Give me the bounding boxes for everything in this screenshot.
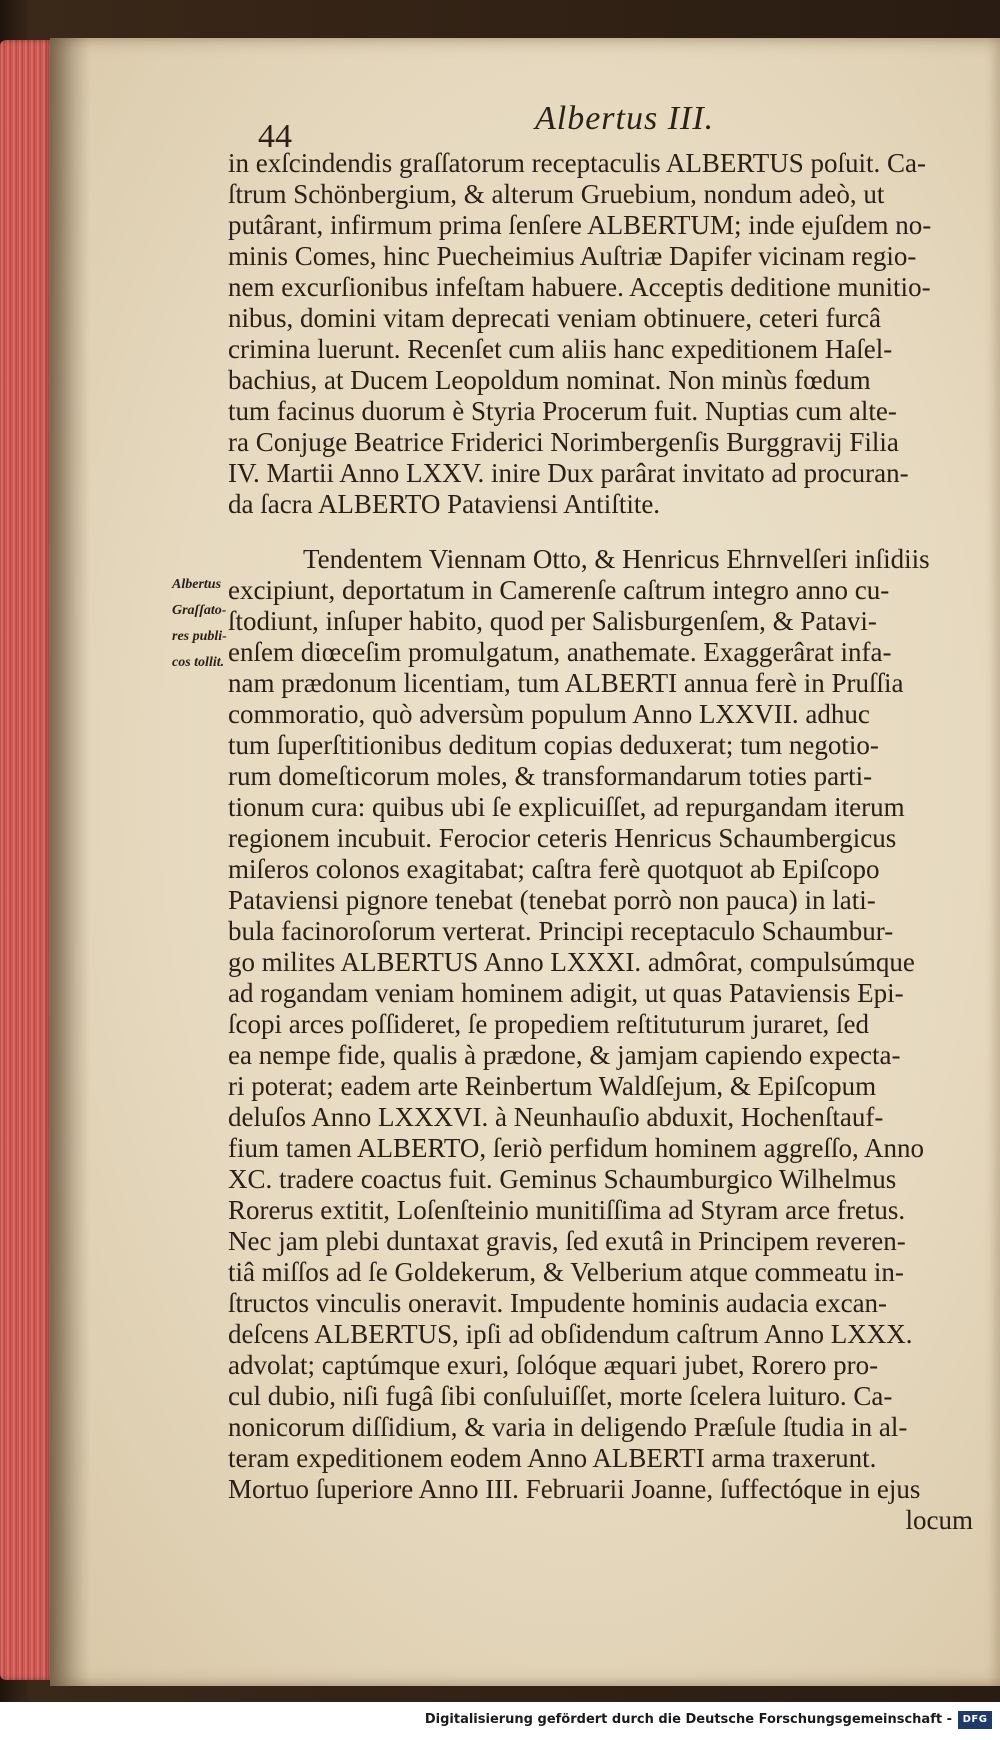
text-line: nibus, domini vitam deprecati veniam obtinuere, ceteri furcâ [228, 303, 882, 333]
spine-shadow [50, 38, 90, 1686]
text-line: tiâ miſſos ad ſe Goldekerum, & Velberium atque commeatu in- [228, 1257, 904, 1287]
text-line: teram expeditionem eodem Anno ALBERTI arma traxerunt. [228, 1443, 877, 1473]
text-line: commoratio, quò adversùm populum Anno LXXVII. adhuc [228, 699, 870, 729]
funding-credit: Digitalisierung gefördert durch die Deutsche Forschungsgemeinschaft - [424, 1712, 952, 1727]
text-line: locum [905, 1505, 973, 1535]
text-line: fium tamen ALBERTO, ſeriò perfidum hominem aggreſſo, Anno [228, 1133, 925, 1163]
text-line: ea nempe fide, qualis à prædone, & jamjam capiendo expecta- [228, 1040, 901, 1070]
text-line: enſem diœceſim promulgatum, anathemate. Exaggerârat infa- [228, 637, 892, 667]
text-line: cul dubio, niſi fugâ ſibi conſuluiſſet, morte ſcelera luituro. Ca- [228, 1381, 893, 1411]
footer-bar [0, 1702, 1000, 1740]
text-line: tionum cura: quibus ubi ſe explicuiſſet, ad repurgandam iterum [228, 792, 905, 822]
marginal-note-line: Graſſato- [172, 603, 227, 618]
text-line: Rorerus extitit, Loſenſteinio munitiſſima ad Styram arce fretus. [228, 1195, 906, 1225]
marginal-note-line: cos tollit. [172, 655, 225, 670]
text-line: Pataviensi pignore tenebat (tenebat porrò non pauca) in lati- [228, 885, 876, 915]
marginal-note [172, 572, 244, 676]
text-line: ſtrum Schönbergium, & alterum Gruebium, nondum adeò, ut [228, 179, 885, 209]
text-line: ad rogandam veniam hominem adigit, ut quas Pataviensis Epi- [228, 978, 904, 1008]
text-line: ſtodiunt, inſuper habito, quod per Salisburgenſem, & Patavi- [228, 606, 877, 636]
text-line: tum ſuperſtitionibus deditum copias deduxerat; tum negotio- [228, 730, 879, 760]
dfg-logo-icon: DFG [958, 1711, 992, 1729]
text-line: nonicorum diſſidium, & varia in deligendo Præſule ſtudia in al- [228, 1412, 908, 1442]
marginal-note-line: Albertus [172, 577, 222, 592]
marginal-note-line: res publi- [172, 629, 227, 644]
text-line: deluſos Anno LXXXVI. à Neunhauſio abduxit, Hochenſtauf- [228, 1102, 884, 1132]
text-line: regionem incubuit. Ferocior ceteris Henricus Schaumbergicus [228, 823, 897, 853]
text-line: IV. Martii Anno LXXV. inire Dux parârat invitato ad procuran- [228, 458, 909, 488]
text-line: deſcens ALBERTUS, ipſi ad obſidendum caſtrum Anno LXXX. [228, 1319, 913, 1349]
text-line: bula facinoroſorum verterat. Principi receptaculo Schaumbur- [228, 916, 894, 946]
text-line: XC. tradere coactus fuit. Geminus Schaumburgico Wilhelmus [228, 1164, 897, 1194]
text-line: da ſacra ALBERTO Pataviensi Antiſtite. [228, 489, 661, 519]
body-text [228, 148, 973, 1536]
text-line: tum facinus duorum è Styria Procerum fuit. Nuptias cum alte- [228, 396, 897, 426]
text-line: rum domeſticorum moles, & transformandarum toties parti- [228, 761, 873, 791]
text-line: crimina luerunt. Recenſet cum aliis hanc expeditionem Haſel- [228, 334, 893, 364]
text-line: nam prædonum licentiam, tum ALBERTI annua ferè in Pruſſia [228, 668, 904, 698]
running-head: Albertus III. [535, 100, 715, 137]
text-line: ri poterat; eadem arte Reinbertum Waldſejum, & Epiſcopum [228, 1071, 877, 1101]
text-line: minis Comes, hinc Puecheimius Auſtriæ Dapifer vicinam regio- [228, 241, 917, 271]
text-line: miſeros colonos exagitabat; caſtra ferè quotquot ab Epiſcopo [228, 854, 880, 884]
paragraph-2 [228, 544, 973, 1536]
text-line: nem excurſionibus infeſtam habuere. Acceptis deditione munitio- [228, 272, 931, 302]
text-line: ſtructos vinculis oneravit. Impudente hominis audacia excan- [228, 1288, 888, 1318]
page-number: 44 [258, 118, 292, 155]
text-line: excipiunt, deportatum in Camerenſe caſtrum integro anno cu- [228, 575, 890, 605]
book-page-edges [0, 40, 52, 1680]
text-line: bachius, at Ducem Leopoldum nominat. Non minùs fœdum [228, 365, 871, 395]
text-line: in exſcindendis graſſatorum receptaculis ALBERTUS poſuit. Ca- [228, 148, 926, 178]
text-line: Mortuo ſuperiore Anno III. Februarii Joanne, ſuffectóque in ejus [228, 1474, 921, 1504]
text-line: Nec jam plebi duntaxat gravis, ſed exutâ in Principem reveren- [228, 1226, 906, 1256]
text-line: go milites ALBERTUS Anno LXXXI. admôrat, compulsúmque [228, 947, 915, 977]
paragraph-1 [228, 148, 973, 520]
text-line: putârant, infirmum prima ſenſere ALBERTUM; inde ejuſdem no- [228, 210, 932, 240]
text-line: ſcopi arces poſſideret, ſe propediem reſtituturum juraret, ſed [228, 1009, 870, 1039]
text-line: advolat; captúmque exuri, ſolóque æquari jubet, Rorero pro- [228, 1350, 879, 1380]
text-line: ra Conjuge Beatrice Friderici Norimbergenſis Burggravij Filia [228, 427, 899, 457]
paragraph-gap [228, 520, 973, 544]
text-line: Tendentem Viennam Otto, & Henricus Ehrnvelſeri inſidiis [303, 544, 930, 574]
